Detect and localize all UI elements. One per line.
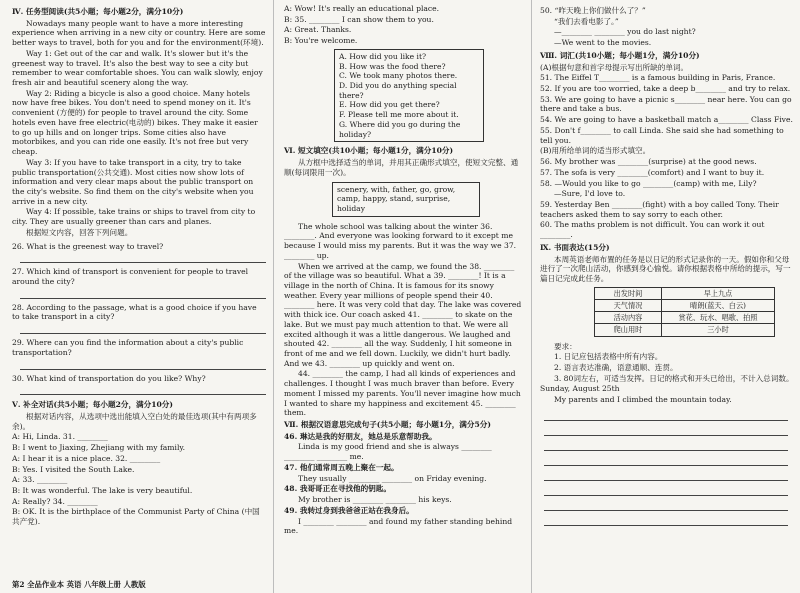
column-divider [273, 0, 274, 593]
table-row [595, 299, 775, 311]
vocab-item: 53. We are going to have a picnic s________ near here. You can go there and take a bus. [540, 94, 792, 114]
question-26: 26. What is the greenest way to travel? [12, 241, 164, 251]
option-item: F. Please tell me more about it. [339, 110, 459, 120]
passage-paragraph: Way 2: Riding a bicycle is also a good choice. Many hotels now have free bikes. You don't need to spend money on it. It's convenient (方便的) for people to travel around the city. Some hotels even have free electric(电动的) bikes. They make it easier to go up hills and on longer trips. Some cities also have motorbikes, and you can ride one easily. It's not free but very cheap. [12, 88, 258, 157]
option-item: D. Did you do anything special there? [339, 81, 457, 100]
dialogue-line: A: 33. ________ [12, 475, 68, 485]
answer-line-30[interactable] [20, 385, 266, 395]
item-english: Linda is my good friend and she is always ________ ________ ________ me. [284, 442, 492, 462]
item-50-chinese-reply: “我们去看电影了。” [554, 16, 619, 26]
dialogue-line: B: You're welcome. [284, 36, 358, 46]
info-table [594, 287, 775, 337]
item-50-english: —________ ________ you do last night? [554, 27, 696, 37]
word-bank-box: scenery, with, father, go, grow, camp, happy, stand, surprise, holiday [332, 182, 480, 217]
table-cell: 赏花、玩水、唱歌、拍照 [662, 312, 775, 324]
item-chinese: 47. 他们通常周五晚上聚在一起。 [284, 462, 399, 472]
answer-line-29[interactable] [20, 360, 266, 370]
vocab-item: 60. The maths problem is not difficult. You can work it out ________. [540, 220, 765, 240]
passage-paragraph: Way 4: If possible, take trains or ships to travel from city to city. They are usually greener than cars and planes. [12, 207, 256, 227]
page-footer: 第2 全品作业本 英语 八年级上册 人教版 [12, 580, 146, 589]
section-8-heading: Ⅷ. 词汇(共10小题；每小题1分，满分10分) [540, 50, 700, 60]
item-chinese: 48. 我哥哥正在寻找他的钥匙。 [284, 484, 391, 494]
diary-date: Sunday, August 25th [540, 384, 620, 394]
section-5-instruction: 根据对话内容，从选项中选出能填入空白处的最佳选项(其中有两项多余)。 [12, 412, 257, 431]
dialogue-line: B: It was wonderful. The lake is very beautiful. [12, 486, 193, 496]
option-item: G. Where did you go during the holiday? [339, 119, 461, 139]
section-8-part-b: (B)用所给单词的适当形式填空。 [540, 146, 651, 156]
dialogue-line: A: I hear it is a nice place. 32. ________ [12, 453, 161, 463]
writing-line[interactable] [544, 511, 788, 526]
story-paragraph: The whole school was talking about the winter 36. ________. And everyone was looking forward to it except me because I would miss my parents. But it was the way we 37. ________ up. [284, 221, 517, 260]
dialogue-line: B: OK. It is the birthplace of the Communist Party of China (中国共产党). [12, 507, 260, 527]
table-cell: 早上九点 [662, 287, 775, 299]
table-row [595, 312, 775, 324]
passage-instruction: 根据短文内容，回答下列问题。 [26, 227, 133, 237]
options-box [334, 49, 484, 142]
dialogue-line: A: Hi, Linda. 31. ________ [12, 432, 108, 442]
requirement-item: 1. 日记应包括表格中所有内容。 [554, 352, 663, 362]
passage-paragraph: Way 3: If you have to take transport in a city, try to take public transportation(公共交通). Most cities now show lots of information and very clear maps about the public transport on the city's website. So find them on the city's website when you arrive in a new city. [12, 157, 254, 206]
story-paragraph: When we arrived at the camp, we found the 38. ________ of the village was so beautiful. What a 39. ________! It is a village in the north of China. It is famous for its snowy weather. Every year millions of people spend their 40. ________ here. It was very cold that day. The lake was covered with thick ice. Our coach asked 41. ________ to skate on the lake. But we must pay much attention to that. We were all excited although it was a little dangerous. We laughed and shouted 42. ________ all the way. Suddenly, I hit someone in front of me and we fell down. Luckily, we didn't hurt badly. And we 43. ________ up quickly and went on. [284, 261, 522, 368]
section-4-heading: Ⅳ. 任务型阅读(共5小题；每小题2分，满分10分) [12, 7, 184, 16]
passage-paragraph: Nowadays many people want to have a more interesting experience when arriving in a new city or country. Here are some better ways to travel, both for you and for the environment(环境). [12, 18, 266, 48]
table-row [595, 324, 775, 336]
vocab-item: 58. —Would you like to go ________(camp) with me, Lily? [540, 178, 757, 188]
writing-line[interactable] [544, 496, 788, 511]
item-50-english-reply: —We went to the movies. [554, 38, 652, 48]
writing-line[interactable] [544, 436, 788, 451]
table-cell: 三小时 [662, 324, 775, 336]
option-item: E. How did you get there? [339, 100, 440, 110]
table-cell: 出发时间 [595, 287, 662, 299]
question-30: 30. What kind of transportation do you like? Why? [12, 373, 206, 383]
section-5-heading: Ⅴ. 补全对话(共5小题；每小题2分，满分10分) [12, 400, 173, 410]
column-middle [276, 0, 528, 593]
answer-line-28[interactable] [20, 324, 266, 334]
item-chinese: 49. 我转过身到我爸爸正站在我身后。 [284, 505, 414, 515]
question-29: 29. Where can you find the information about a city's public transportation? [12, 338, 244, 357]
option-item: A. How did you like it? [339, 51, 427, 61]
vocab-item: 55. Don't f________ to call Linda. She said she had something to tell you. [540, 125, 784, 145]
table-cell: 天气情况 [595, 299, 662, 311]
writing-line[interactable] [544, 451, 788, 466]
option-item: C. We took many photos there. [339, 71, 458, 81]
writing-line[interactable] [544, 481, 788, 496]
item-chinese: 46. 琳达是我的好朋友，她总是乐意帮助我。 [284, 431, 437, 441]
section-7-heading: Ⅶ. 根据汉语意思完成句子(共5小题；每小题1分，满分5分) [284, 420, 491, 430]
dialogue-line: B: I went to Jiaxing, Zhejiang with my family. [12, 443, 186, 453]
dialogue-line: B: 35. ________ I can show them to you. [284, 14, 434, 24]
requirement-item: 2. 语言表达准确，语意通顺、连贯。 [554, 363, 678, 372]
column-right [534, 0, 800, 593]
option-item: B. How was the food there? [339, 61, 446, 71]
answer-line-27[interactable] [20, 289, 266, 299]
section-9-text: 本周英语老师布置的任务是以日记的形式记录你的一天。假如你和父母进行了一次爬山活动，你感到身心愉悦。请你根据表格中所给的提示，写一篇日记完成此任务。 [540, 254, 791, 283]
section-8-part-a: (A)根据句意和首字母提示写出所缺的单词。 [540, 62, 689, 72]
vocab-item: 56. My brother was ________(surprise) at the good news. [540, 157, 757, 167]
dialogue-line: A: Wow! It's really an educational place. [284, 4, 440, 13]
table-cell: 爬山用时 [595, 324, 662, 336]
section-9-heading: Ⅸ. 书面表达(15分) [540, 242, 610, 252]
requirements-heading: 要求： [554, 341, 577, 351]
question-28: 28. According to the passage, what is a good choice if you have to take transport in a city? [12, 302, 257, 322]
writing-line[interactable] [544, 406, 788, 421]
item-english: They usually ________ ________ on Friday evening. [298, 473, 487, 483]
section-6-instruction: 从方框中选择适当的单词，并用其正确形式填空，使短文完整、通顺(每词限用一次)。 [284, 158, 519, 177]
vocab-item: 59. Yesterday Ben ________(fight) with a boy called Tony. Their teachers asked them to say sorry to each other. [540, 199, 779, 219]
question-27: 27. Which kind of transport is convenient for people to travel around the city? [12, 267, 249, 286]
section-6-heading: Ⅵ. 短文填空(共10小题；每小题1分，满分10分) [284, 146, 454, 156]
vocab-item: 51. The Eiffel T________ is a famous building in Paris, France. [540, 73, 776, 83]
vocab-item: 54. We are going to have a basketball match a________ Class Five. [540, 115, 793, 125]
dialogue-line: A: Great. Thanks. [284, 25, 352, 35]
writing-line[interactable] [544, 466, 788, 481]
item-50-chinese: 50. “昨天晚上你们做什么了？” [540, 6, 646, 15]
table-row [595, 287, 775, 299]
table-cell: 活动内容 [595, 312, 662, 324]
answer-line-26[interactable] [20, 253, 266, 263]
story-paragraph: 44. ________ the camp, I had all kinds of experiences and challenges. I thought I was much braver than before. Every moment I missed my parents. You'll never imagine how much I wanted to share my happiness and excitement 45. ________ them. [284, 369, 521, 418]
vocab-item: —Sure, I'd love to. [554, 189, 626, 199]
vocab-item: 57. The sofa is very ________(comfort) and I want to buy it. [540, 167, 765, 177]
dialogue-line: B: Yes. I visited the South Lake. [12, 464, 135, 474]
column-divider [531, 0, 532, 593]
vocab-item: 52. If you are too worried, take a deep b________ and try to relax. [540, 84, 791, 94]
diary-opening: My parents and I climbed the mountain today. [554, 395, 732, 405]
dialogue-line: A: Really? 34. ________ [12, 496, 98, 506]
table-cell: 晴朗(蓝天、白云) [662, 299, 775, 311]
writing-line[interactable] [544, 421, 788, 436]
requirement-item: 3. 80词左右，可适当发挥。日记的格式和开头已给出，不计入总词数。 [554, 373, 794, 383]
passage-paragraph: Way 1: Get out of the car and walk. It's slower but it's the greenest way to travel. It's also the best way to see a city but remember to wear comfortable shoes. You can walk slowly, enjoy fresh air and beautiful scenery along the way. [12, 48, 263, 88]
item-english: I ________ ________ and found my father standing behind me. [284, 516, 513, 536]
item-english: My brother is ________ ________ his keys. [298, 495, 452, 505]
column-left [0, 0, 272, 593]
